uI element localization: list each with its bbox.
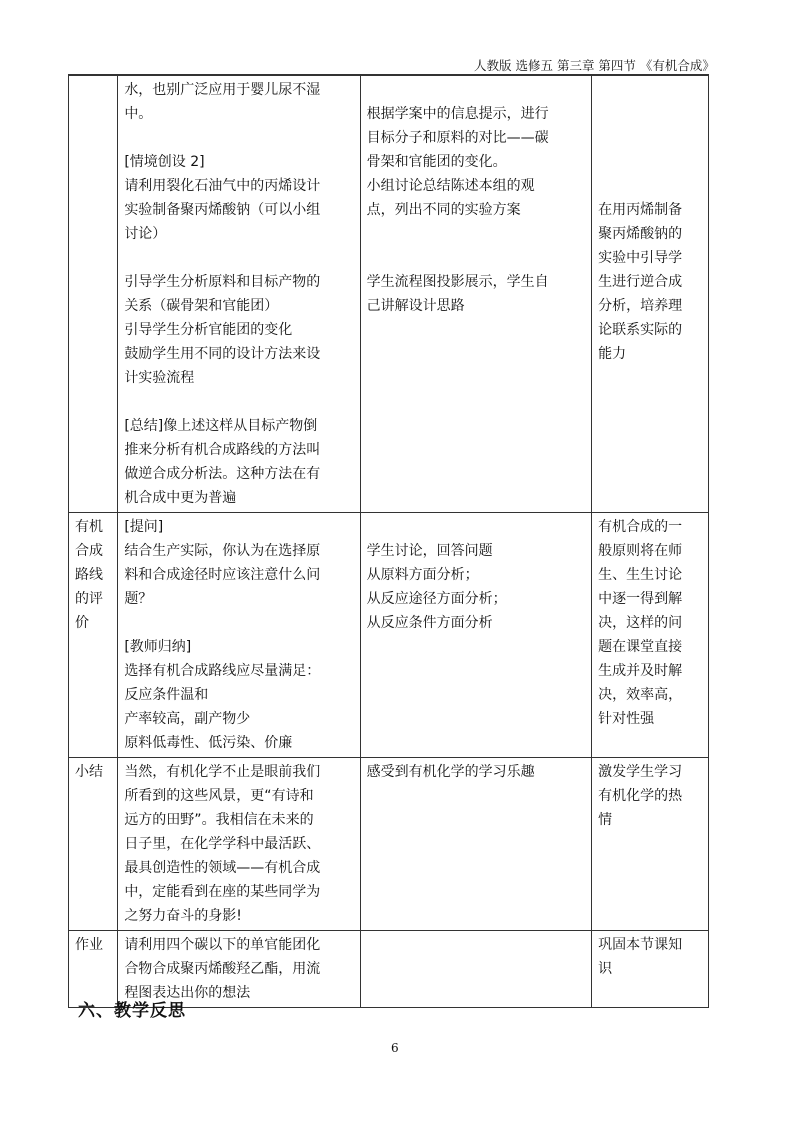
cell-line: 合物合成聚丙烯酸羟乙酯，用流 bbox=[124, 961, 321, 977]
cell-line bbox=[598, 126, 702, 150]
design-intent-cell bbox=[592, 76, 709, 513]
cell-line: 聚丙烯酸钠的 bbox=[598, 226, 683, 242]
cell-line bbox=[367, 515, 586, 539]
cell-line: 小组讨论总结陈述本组的观 bbox=[366, 178, 535, 194]
cell-line: 的评 bbox=[75, 591, 103, 607]
cell-line: 从反应途径方面分析； bbox=[366, 591, 507, 607]
cell-line: 程图表达出你的想法 bbox=[124, 985, 251, 1001]
cell-line bbox=[367, 222, 586, 246]
cell-line: 巩固本节课知 bbox=[598, 937, 683, 953]
cell-line: 感受到有机化学的学习乐趣 bbox=[366, 764, 535, 780]
cell-line: 能力 bbox=[598, 346, 627, 362]
cell-line: 关系（碳骨架和官能团） bbox=[124, 298, 279, 314]
cell-line bbox=[598, 174, 702, 198]
cell-line: 实验中引导学 bbox=[598, 250, 683, 266]
cell-line bbox=[598, 150, 702, 174]
table-row bbox=[69, 76, 709, 513]
cell-line: 题在课堂直接 bbox=[598, 639, 683, 655]
student-activity-cell bbox=[360, 931, 592, 1008]
student-activity-cell bbox=[360, 758, 592, 931]
cell-line: 针对性强 bbox=[598, 711, 655, 727]
row-label-cell bbox=[69, 76, 118, 513]
cell-line: 实验制备聚丙烯酸钠（可以小组 bbox=[124, 202, 321, 218]
cell-line: 小结 bbox=[75, 764, 103, 780]
cell-line: 水，也别广泛应用于婴儿尿不湿 bbox=[124, 82, 321, 98]
cell-line: 之努力奋斗的身影! bbox=[124, 908, 242, 924]
cell-line bbox=[598, 102, 702, 126]
cell-line: 做逆合成分析法。这种方法在有 bbox=[124, 466, 321, 482]
cell-line: 鼓励学生用不同的设计方法来设 bbox=[124, 346, 321, 362]
running-header: 人教版 选修五 第三章 第四节 《有机合成》 bbox=[474, 58, 715, 73]
cell-line: 般原则将在师 bbox=[598, 543, 683, 559]
cell-line: 作业 bbox=[75, 937, 103, 953]
cell-line: 反应条件温和 bbox=[124, 687, 209, 703]
cell-line: 识 bbox=[598, 961, 613, 977]
cell-line bbox=[124, 611, 353, 635]
cell-line: 点，列出不同的实验方案 bbox=[366, 202, 521, 218]
cell-line: 论联系实际的 bbox=[598, 322, 683, 338]
cell-line: [情境创设 2] bbox=[124, 154, 205, 170]
table-row bbox=[69, 758, 709, 931]
cell-line: 生进行逆合成 bbox=[598, 274, 683, 290]
student-activity-cell bbox=[360, 513, 592, 758]
cell-line: 结合生产实际，你认为在选择原 bbox=[124, 543, 321, 559]
cell-line: 分析，培养理 bbox=[598, 298, 683, 314]
table-row bbox=[69, 513, 709, 758]
cell-line: 选择有机合成路线应尽量满足： bbox=[124, 663, 321, 679]
cell-line: 引导学生分析官能团的变化 bbox=[124, 322, 293, 338]
cell-line: 产率较高，副产物少 bbox=[124, 711, 251, 727]
teacher-activity-cell bbox=[118, 758, 360, 931]
cell-line: 生成并及时解 bbox=[598, 663, 683, 679]
cell-line: 决，这样的问 bbox=[598, 615, 683, 631]
cell-line: 讨论） bbox=[124, 226, 167, 242]
cell-line: 原料低毒性、低污染、价廉 bbox=[124, 735, 293, 751]
section-title: 六、教学反思 bbox=[78, 1001, 186, 1021]
cell-line: 所看到的这些风景，更“有诗和 bbox=[124, 788, 314, 804]
cell-line: 计实验流程 bbox=[124, 370, 195, 386]
cell-line: 推来分析有机合成路线的方法叫 bbox=[124, 442, 321, 458]
cell-line: 在用丙烯制备 bbox=[598, 202, 683, 218]
cell-line: 目标分子和原料的对比——碳 bbox=[366, 130, 549, 146]
cell-line: 有机合成的一 bbox=[598, 519, 683, 535]
cell-line: 骨架和官能团的变化。 bbox=[366, 154, 507, 170]
cell-line bbox=[124, 390, 353, 414]
cell-line: 价 bbox=[75, 615, 89, 631]
cell-line: 请利用裂化石油气中的丙烯设计 bbox=[124, 178, 321, 194]
cell-line: 最具创造性的领域——有机合成 bbox=[124, 860, 321, 876]
student-activity-cell bbox=[360, 76, 592, 513]
cell-line bbox=[367, 78, 586, 102]
cell-line: 中，定能看到在座的某些同学为 bbox=[124, 884, 321, 900]
cell-line: 当然，有机化学不止是眼前我们 bbox=[124, 764, 321, 780]
lesson-plan-table bbox=[68, 75, 709, 1008]
cell-line: 路线 bbox=[75, 567, 103, 583]
cell-line: 根据学案中的信息提示，进行 bbox=[366, 106, 549, 122]
cell-line bbox=[367, 246, 586, 270]
cell-line: 有机化学的热 bbox=[598, 788, 683, 804]
cell-line bbox=[124, 246, 353, 270]
cell-line: 从反应条件方面分析 bbox=[366, 615, 493, 631]
cell-line: 从原料方面分析； bbox=[366, 567, 479, 583]
cell-line: 中。 bbox=[124, 106, 153, 122]
cell-line: 料和合成途径时应该注意什么问 bbox=[124, 567, 321, 583]
cell-line: 己讲解设计思路 bbox=[366, 298, 465, 314]
design-intent-cell bbox=[592, 513, 709, 758]
cell-line: 有机 bbox=[75, 519, 103, 535]
cell-line: 远方的田野”。我相信在未来的 bbox=[124, 812, 314, 828]
teacher-activity-cell bbox=[118, 76, 360, 513]
cell-line: 题？ bbox=[124, 591, 153, 607]
cell-line: 合成 bbox=[75, 543, 103, 559]
row-label-cell bbox=[69, 513, 118, 758]
cell-line: 引导学生分析原料和目标产物的 bbox=[124, 274, 321, 290]
cell-line: 学生流程图投影展示，学生自 bbox=[366, 274, 549, 290]
teacher-activity-cell bbox=[118, 513, 360, 758]
cell-line: 机合成中更为普遍 bbox=[124, 490, 237, 506]
cell-line bbox=[598, 78, 702, 102]
cell-line: 生、生生讨论 bbox=[598, 567, 683, 583]
cell-line: 学生讨论，回答问题 bbox=[366, 543, 493, 559]
design-intent-cell bbox=[592, 758, 709, 931]
cell-line: [教师归纳] bbox=[124, 639, 192, 655]
cell-line: 情 bbox=[598, 812, 613, 828]
cell-line: 决，效率高， bbox=[598, 687, 683, 703]
page-number: 6 bbox=[391, 1041, 399, 1055]
design-intent-cell bbox=[592, 931, 709, 1008]
cell-line: 请利用四个碳以下的单官能团化 bbox=[124, 937, 321, 953]
cell-line bbox=[124, 126, 353, 150]
cell-line: 中逐一得到解 bbox=[598, 591, 683, 607]
cell-line: 激发学生学习 bbox=[598, 764, 683, 780]
row-label-cell bbox=[69, 758, 118, 931]
cell-line: [提问] bbox=[124, 519, 164, 535]
cell-line: 日子里，在化学学科中最活跃、 bbox=[124, 836, 321, 852]
cell-line: [总结]像上述这样从目标产物倒 bbox=[124, 418, 318, 434]
